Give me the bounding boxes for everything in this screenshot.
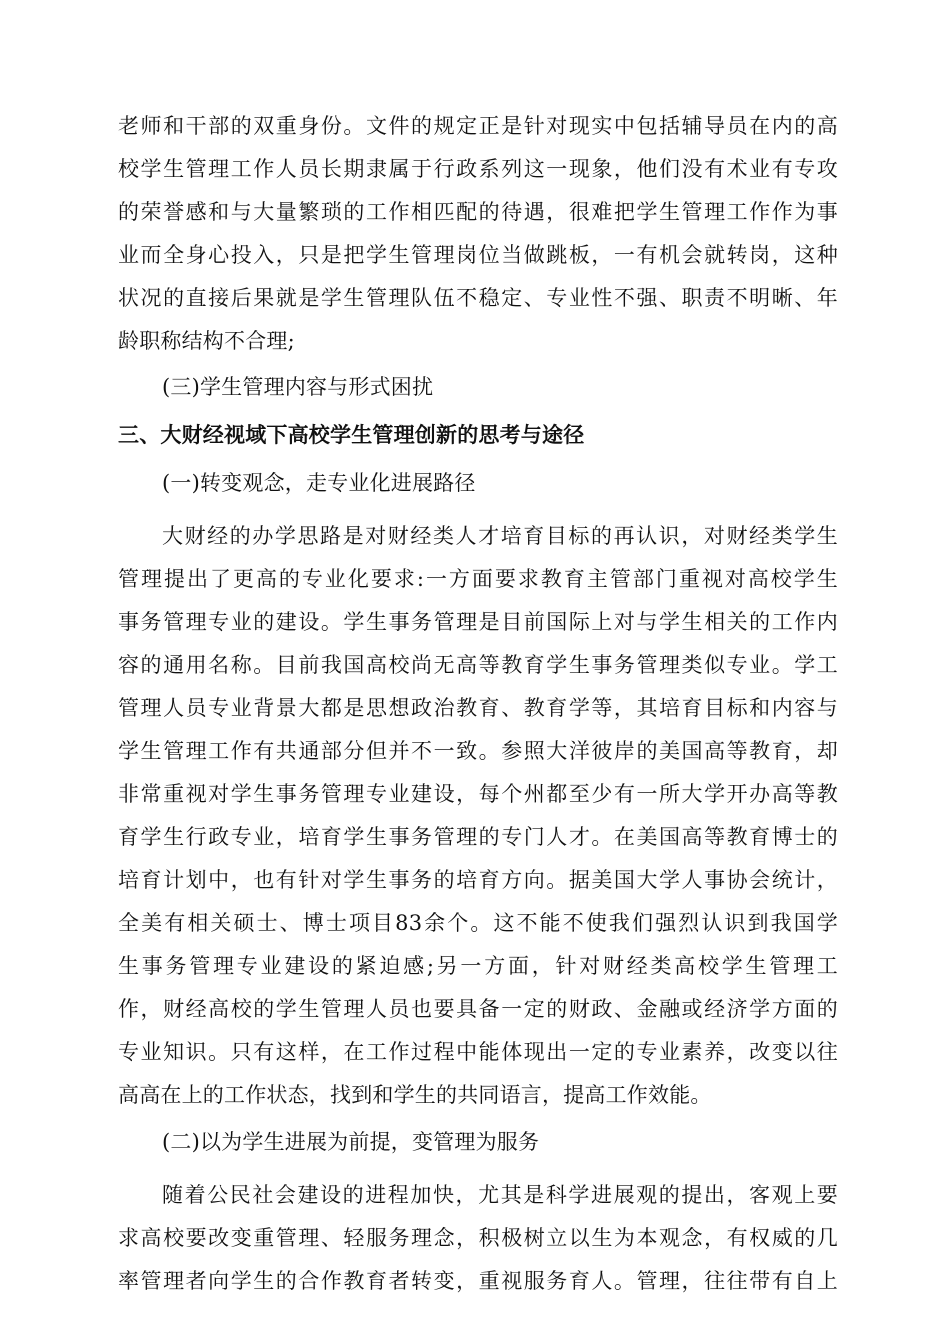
text-line: 大财经的办学思路是对财经类人才培育目标的再认识，对财经类学生 [162, 524, 838, 548]
text-line: 的荣誉感和与大量繁琐的工作相匹配的待遇，很难把学生管理工作作为事 [118, 200, 838, 224]
section-heading: 三、大财经视域下高校学生管理创新的思考与途径 [118, 423, 585, 447]
text-line: 老师和干部的双重身份。文件的规定正是针对现实中包括辅导员在内的高 [118, 114, 838, 138]
subheading-professionalization: (一)转变观念，走专业化进展路径 [162, 471, 476, 495]
text-line: 育学生行政专业，培育学生事务管理的专门人才。在美国高等教育博士的 [118, 825, 838, 849]
text-line: 龄职称结构不合理; [118, 329, 295, 353]
text-line: 业而全身心投入，只是把学生管理岗位当做跳板，一有机会就转岗，这种 [118, 243, 838, 267]
text-line: 求高校要改变重管理、轻服务理念，积极树立以生为本观念，有权威的几 [118, 1226, 838, 1250]
text-line: 率管理者向学生的合作教育者转变，重视服务育人。管理，往往带有自上 [118, 1269, 838, 1293]
text-line: 全美有相关硕士、博士项目83余个。这不能不使我们强烈认识到我国学 [118, 911, 838, 935]
text-line: 管理提出了更高的专业化要求:一方面要求教育主管部门重视对高校学生 [118, 567, 838, 591]
text-line: 专业知识。只有这样，在工作过程中能体现出一定的专业素养，改变以往 [118, 1040, 838, 1064]
text-line: 容的通用名称。目前我国高校尚无高等教育学生事务管理类似专业。学工 [118, 653, 838, 677]
text-line: 管理人员专业背景大都是思想政治教育、教育学等，其培育目标和内容与 [118, 696, 838, 720]
text-line: 随着公民社会建设的进程加快，尤其是科学进展观的提出，客观上要 [162, 1183, 838, 1207]
subheading-service: (二)以为学生进展为前提，变管理为服务 [162, 1130, 540, 1154]
text-line: 生事务管理专业建设的紧迫感;另一方面，针对财经类高校学生管理工 [118, 954, 838, 978]
text-line: 高高在上的工作状态，找到和学生的共同语言，提高工作效能。 [118, 1083, 712, 1107]
text-line: 作，财经高校的学生管理人员也要具备一定的财政、金融或经济学方面的 [118, 997, 838, 1021]
subheading-content-form: (三)学生管理内容与形式困扰 [162, 375, 434, 399]
text-line: 状况的直接后果就是学生管理队伍不稳定、专业性不强、职责不明晰、年 [118, 286, 838, 310]
text-line: 校学生管理工作人员长期隶属于行政系列这一现象，他们没有术业有专攻 [118, 157, 838, 181]
text-line: 事务管理专业的建设。学生事务管理是目前国际上对与学生相关的工作内 [118, 610, 838, 634]
text-line: 培育计划中，也有针对学生事务的培育方向。据美国大学人事协会统计， [118, 868, 838, 892]
text-line: 非常重视对学生事务管理专业建设，每个州都至少有一所大学开办高等教 [118, 782, 838, 806]
text-line: 学生管理工作有共通部分但并不一致。参照大洋彼岸的美国高等教育，却 [118, 739, 838, 763]
